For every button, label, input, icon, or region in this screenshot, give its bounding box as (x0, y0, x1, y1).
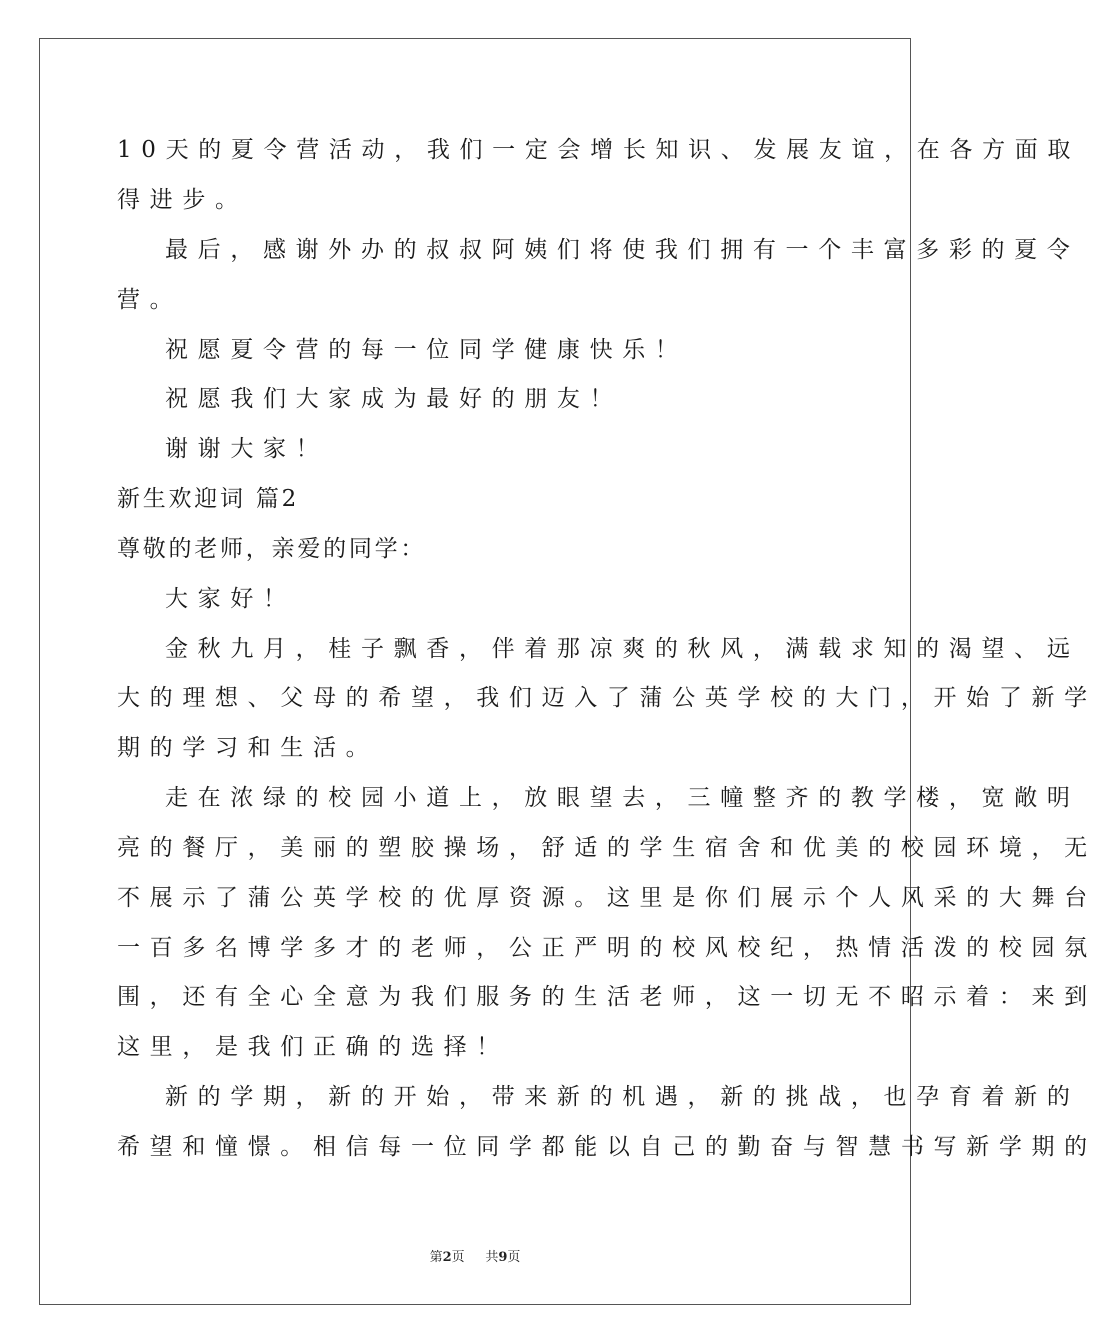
section-heading: 新生欢迎词 篇2 (117, 486, 300, 512)
page-footer (0, 1246, 950, 1265)
paragraph-line: 这里，是我们正确的选择！ (117, 1034, 509, 1060)
paragraph-line: 最后，感谢外办的叔叔阿姨们将使我们拥有一个丰富多彩的夏令 (165, 237, 1080, 263)
paragraph-line: 金秋九月，桂子飘香，伴着那凉爽的秋风，满载求知的渴望、远 (165, 636, 1080, 662)
page-number: 第2页 (429, 1250, 465, 1265)
paragraph-line: 围，还有全心全意为我们服务的生活老师，这一切无不昭示着：来到 (117, 984, 1097, 1010)
salutation: 尊敬的老师，亲爱的同学： (117, 536, 427, 562)
paragraph-line: 大的理想、父母的希望，我们迈入了蒲公英学校的大门，开始了新学 (117, 685, 1097, 711)
paragraph-line: 希望和憧憬。相信每一位同学都能以自己的勤奋与智慧书写新学期的 (117, 1134, 1097, 1160)
paragraph-line: 祝愿我们大家成为最好的朋友！ (165, 386, 623, 412)
paragraph-line: 期的学习和生活。 (117, 735, 379, 761)
page-border (39, 38, 911, 1305)
paragraph-line: 谢谢大家！ (165, 436, 329, 462)
paragraph-line: 不展示了蒲公英学校的优厚资源。这里是你们展示个人风采的大舞台 (117, 885, 1097, 911)
paragraph-line: 营。 (117, 287, 183, 313)
paragraph-line: 走在浓绿的校园小道上，放眼望去，三幢整齐的教学楼，宽敞明 (165, 785, 1080, 811)
paragraph-line: 亮的餐厅，美丽的塑胶操场，舒适的学生宿舍和优美的校园环境，无 (117, 835, 1097, 861)
page-total: 共9页 (485, 1250, 521, 1265)
paragraph-line: 得进步。 (117, 187, 248, 213)
paragraph-line: 新的学期，新的开始，带来新的机遇，新的挑战，也孕育着新的 (165, 1084, 1080, 1110)
paragraph-line: 一百多名博学多才的老师，公正严明的校风校纪，热情活泼的校园氛 (117, 935, 1097, 961)
paragraph-line: 大家好！ (165, 586, 296, 612)
paragraph-line: 祝愿夏令营的每一位同学健康快乐！ (165, 337, 688, 363)
paragraph-line: 10天的夏令营活动，我们一定会增长知识、发展友谊，在各方面取 (117, 137, 1081, 163)
